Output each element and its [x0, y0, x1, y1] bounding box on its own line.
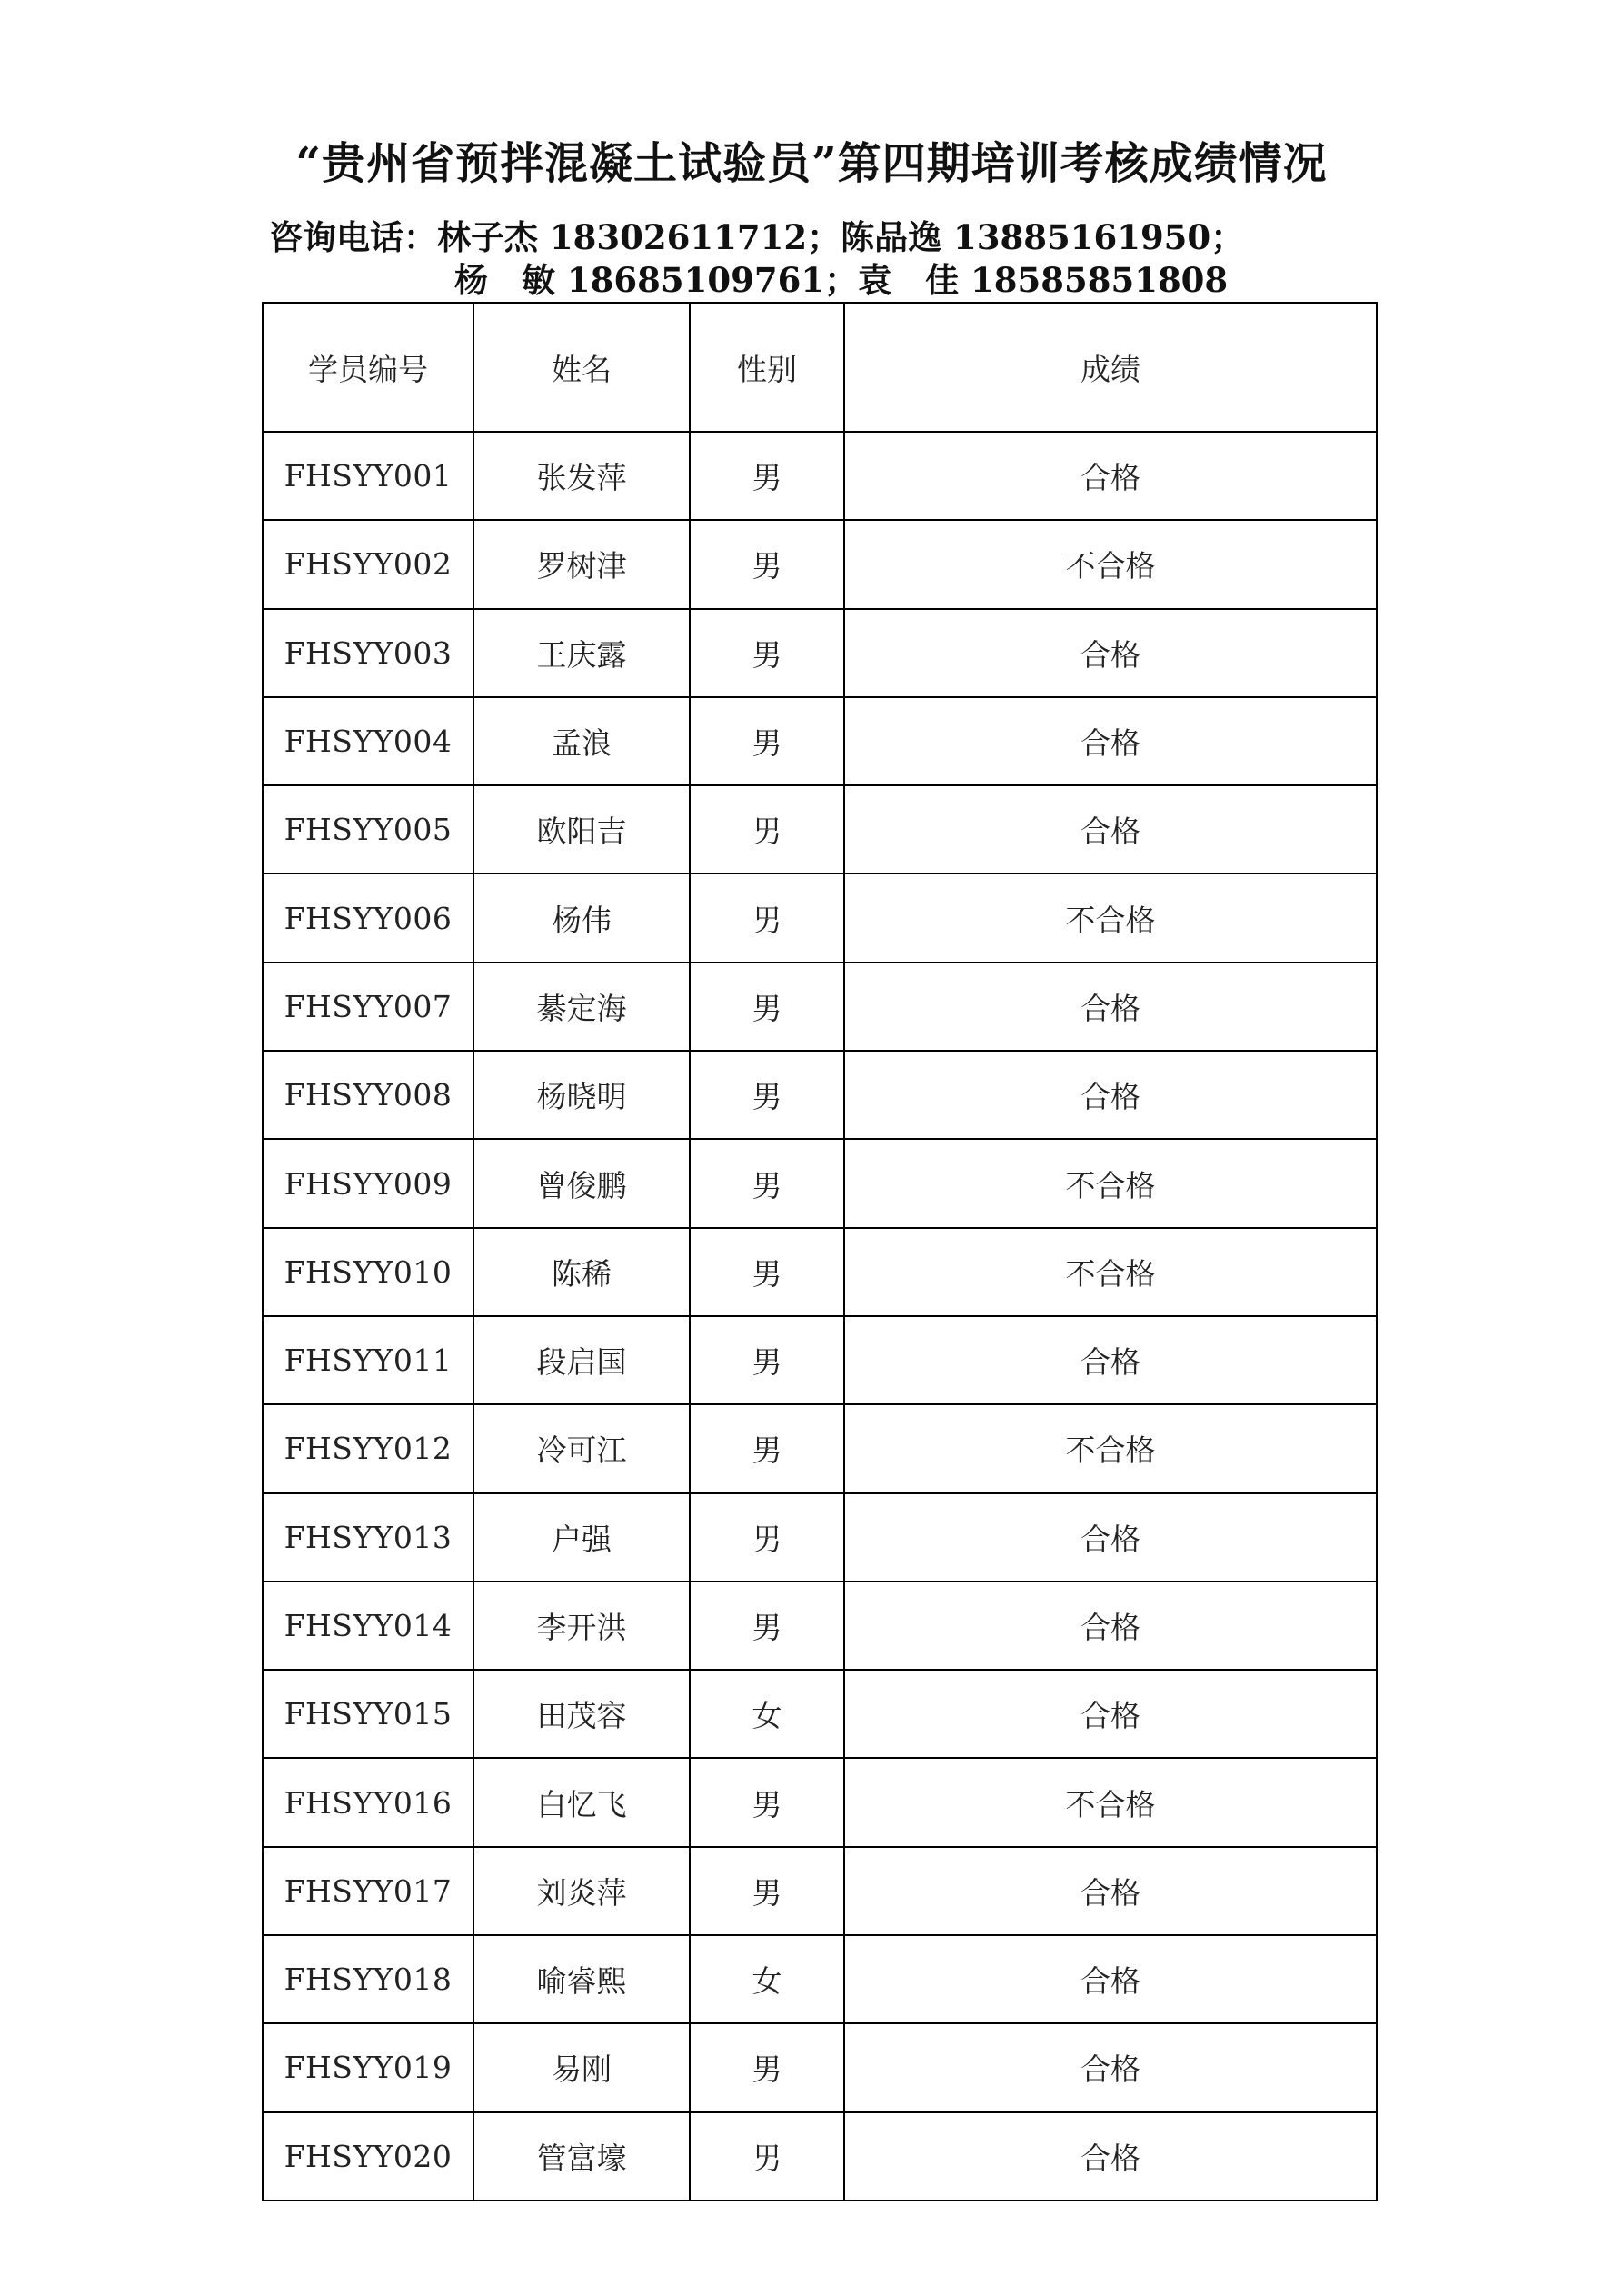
gender-cell: 男: [690, 1582, 844, 1670]
gender-cell: 男: [690, 1051, 844, 1139]
student-name-cell: 张发萍: [473, 432, 690, 520]
student-name-cell: 杨伟: [473, 873, 690, 962]
student-id-cell: FHSYY001: [263, 432, 473, 520]
gender-cell: 男: [690, 1139, 844, 1227]
student-name-cell: 管富壕: [473, 2112, 690, 2201]
table-row: [263, 432, 1377, 520]
result-cell: 合格: [844, 1493, 1377, 1582]
table-row: [263, 1582, 1377, 1670]
contact-name: 陈品逸: [841, 217, 942, 257]
student-name-cell: 白忆飞: [473, 1758, 690, 1846]
student-id-cell: FHSYY018: [263, 1935, 473, 2023]
student-id-cell: FHSYY017: [263, 1847, 473, 1935]
gender-cell: 女: [690, 1935, 844, 2023]
student-id-cell: FHSYY009: [263, 1139, 473, 1227]
result-cell: 不合格: [844, 1404, 1377, 1492]
table-row: [263, 1935, 1377, 2023]
student-name-cell: 綦定海: [473, 963, 690, 1051]
separator: ；: [824, 260, 859, 300]
student-name-cell: 田茂容: [473, 1670, 690, 1758]
table-row: [263, 609, 1377, 697]
gender-cell: 男: [690, 2023, 844, 2111]
result-cell: 不合格: [844, 873, 1377, 962]
result-cell: 合格: [844, 432, 1377, 520]
gender-cell: 男: [690, 873, 844, 962]
student-id-cell: FHSYY007: [263, 963, 473, 1051]
contact-name: 袁 佳: [858, 260, 960, 300]
student-name-cell: 曾俊鹏: [473, 1139, 690, 1227]
table-row: [263, 1847, 1377, 1935]
result-cell: 合格: [844, 609, 1377, 697]
table-row: [263, 697, 1377, 785]
result-cell: 合格: [844, 1847, 1377, 1935]
contact-name: 林子杰: [437, 217, 538, 257]
contact-phone: 18302611712: [549, 217, 808, 257]
result-cell: 合格: [844, 2112, 1377, 2201]
gender-cell: 男: [690, 1404, 844, 1492]
separator: ；: [1210, 217, 1245, 257]
student-name-cell: 段启国: [473, 1316, 690, 1404]
table-row: [263, 1139, 1377, 1227]
student-name-cell: 杨晓明: [473, 1051, 690, 1139]
table-row: [263, 1404, 1377, 1492]
contact-line-1: [269, 215, 1244, 260]
student-id-cell: FHSYY005: [263, 785, 473, 873]
table-row: [263, 963, 1377, 1051]
student-id-cell: FHSYY010: [263, 1228, 473, 1316]
table-row: [263, 2112, 1377, 2201]
gender-cell: 女: [690, 1670, 844, 1758]
table-header-row: [263, 303, 1377, 432]
contact-phone: 18585851808: [970, 260, 1229, 300]
student-id-cell: FHSYY020: [263, 2112, 473, 2201]
table-row: [263, 520, 1377, 608]
student-id-cell: FHSYY012: [263, 1404, 473, 1492]
student-id-cell: FHSYY006: [263, 873, 473, 962]
result-cell: 合格: [844, 1582, 1377, 1670]
student-id-cell: FHSYY016: [263, 1758, 473, 1846]
table-row: [263, 873, 1377, 962]
result-cell: 不合格: [844, 1758, 1377, 1846]
student-id-cell: FHSYY011: [263, 1316, 473, 1404]
student-id-cell: FHSYY019: [263, 2023, 473, 2111]
result-cell: 不合格: [844, 1228, 1377, 1316]
student-name-cell: 孟浪: [473, 697, 690, 785]
result-cell: 合格: [844, 1316, 1377, 1404]
table-row: [263, 2023, 1377, 2111]
table-row: [263, 1316, 1377, 1404]
table-row: [263, 1051, 1377, 1139]
student-name-cell: 喻睿熙: [473, 1935, 690, 2023]
scores-table: [262, 302, 1378, 2201]
header-result: 成绩: [844, 303, 1377, 432]
header-gender: 性别: [690, 303, 844, 432]
gender-cell: 男: [690, 963, 844, 1051]
gender-cell: 男: [690, 1493, 844, 1582]
student-name-cell: 户强: [473, 1493, 690, 1582]
result-cell: 不合格: [844, 1139, 1377, 1227]
student-name-cell: 李开洪: [473, 1582, 690, 1670]
student-name-cell: 王庆露: [473, 609, 690, 697]
result-cell: 合格: [844, 1051, 1377, 1139]
header-student-id: 学员编号: [263, 303, 473, 432]
contact-name: 杨 敏: [454, 260, 555, 300]
student-name-cell: 冷可江: [473, 1404, 690, 1492]
contact-phone: 18685109761: [566, 260, 825, 300]
gender-cell: 男: [690, 1758, 844, 1846]
contact-line-2: [454, 257, 1228, 303]
contact-label: 咨询电话：: [269, 217, 437, 257]
student-name-cell: 罗树津: [473, 520, 690, 608]
student-id-cell: FHSYY003: [263, 609, 473, 697]
result-cell: 合格: [844, 1935, 1377, 2023]
gender-cell: 男: [690, 785, 844, 873]
student-id-cell: FHSYY004: [263, 697, 473, 785]
result-cell: 合格: [844, 2023, 1377, 2111]
gender-cell: 男: [690, 1316, 844, 1404]
student-name-cell: 刘炎萍: [473, 1847, 690, 1935]
gender-cell: 男: [690, 520, 844, 608]
result-cell: 不合格: [844, 520, 1377, 608]
table-row: [263, 785, 1377, 873]
gender-cell: 男: [690, 697, 844, 785]
separator: ；: [807, 217, 841, 257]
contact-phone: 13885161950: [952, 217, 1211, 257]
table-row: [263, 1493, 1377, 1582]
student-name-cell: 欧阳吉: [473, 785, 690, 873]
table-row: [263, 1670, 1377, 1758]
student-name-cell: 易刚: [473, 2023, 690, 2111]
table-row: [263, 1228, 1377, 1316]
student-id-cell: FHSYY013: [263, 1493, 473, 1582]
header-name: 姓名: [473, 303, 690, 432]
gender-cell: 男: [690, 1228, 844, 1316]
student-id-cell: FHSYY014: [263, 1582, 473, 1670]
table-row: [263, 1758, 1377, 1846]
result-cell: 合格: [844, 697, 1377, 785]
gender-cell: 男: [690, 609, 844, 697]
student-name-cell: 陈稀: [473, 1228, 690, 1316]
student-id-cell: FHSYY008: [263, 1051, 473, 1139]
gender-cell: 男: [690, 432, 844, 520]
student-id-cell: FHSYY015: [263, 1670, 473, 1758]
gender-cell: 男: [690, 1847, 844, 1935]
gender-cell: 男: [690, 2112, 844, 2201]
result-cell: 合格: [844, 963, 1377, 1051]
result-cell: 合格: [844, 1670, 1377, 1758]
student-id-cell: FHSYY002: [263, 520, 473, 608]
page-title: “贵州省预拌混凝土试验员”第四期培训考核成绩情况: [295, 138, 1328, 189]
result-cell: 合格: [844, 785, 1377, 873]
